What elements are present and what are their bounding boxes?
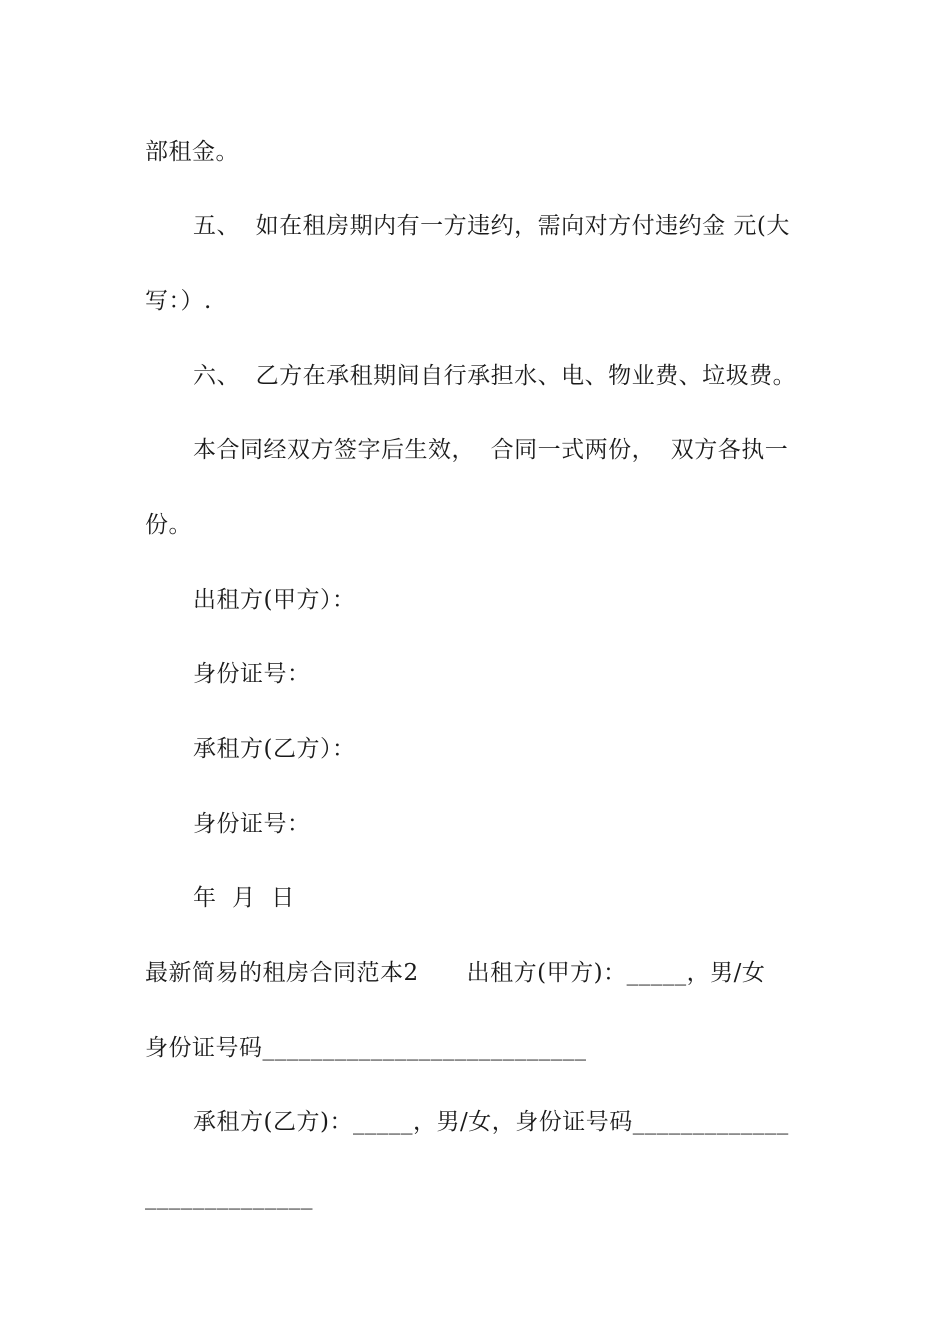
template-two-title: 最新简易的租房合同范本2 xyxy=(145,960,419,986)
clause-six: 六、 乙方在承租期间自行承担水、电、物业费、垃圾费。 xyxy=(193,363,797,389)
template-two-lessee: 承租方(乙方)：_____，男/女，身份证号码_____________ xyxy=(193,1109,789,1135)
effective-clause-continued: 份。 xyxy=(145,512,192,538)
lessor-id-label: 身份证号： xyxy=(193,661,311,687)
text-line-rent-end: 部租金。 xyxy=(145,139,239,165)
clause-five-continued: 写：）. xyxy=(145,288,212,314)
date-line: 年 月 日 xyxy=(193,885,295,911)
clause-five: 五、 如在租房期内有一方违约，需向对方付违约金 元(大 xyxy=(193,213,790,239)
effective-clause: 本合同经双方签字后生效， 合同一式两份， 双方各执一 xyxy=(193,437,789,463)
lessor-signature-label: 出租方(甲方）： xyxy=(193,587,356,613)
template-two-heading-line xyxy=(145,958,765,988)
template-two-lessor: 出租方(甲方)：_____，男/女 xyxy=(466,960,766,986)
lessee-signature-label: 承租方(乙方）： xyxy=(193,736,356,762)
lessee-id-label: 身份证号： xyxy=(193,811,311,837)
template-two-lessor-id: 身份证号码___________________________ xyxy=(145,1035,587,1061)
template-two-lessee-id-continued: ______________ xyxy=(145,1184,313,1210)
